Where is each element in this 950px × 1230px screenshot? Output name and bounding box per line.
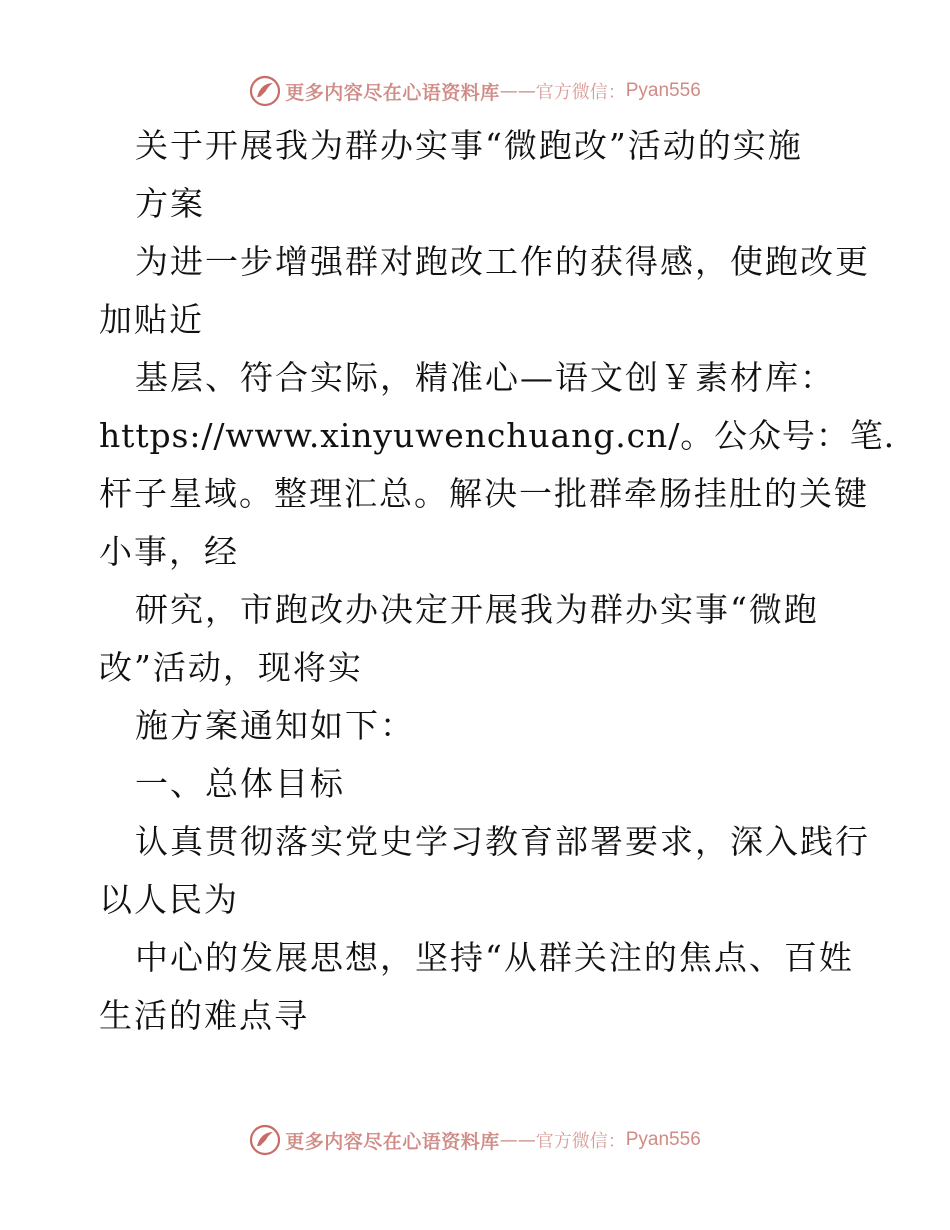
doc-paragraph-line: 改”活动，现将实 xyxy=(99,648,363,687)
doc-paragraph-line: 研究，市跑改办决定开展我为群办实事“微跑 xyxy=(135,590,819,629)
doc-paragraph-line: 生活的难点寻 xyxy=(99,996,309,1035)
header-watermark xyxy=(0,71,950,111)
doc-paragraph-line: 基层、符合实际，精准心—语文创￥素材库： xyxy=(135,358,835,397)
watermark-wechat-label: 官方微信： xyxy=(535,1131,626,1152)
doc-paragraph-line: 以人民为 xyxy=(99,880,239,919)
watermark-title: 更多内容尽在心语资料库 xyxy=(285,1130,500,1153)
section-heading: 一、总体目标 xyxy=(135,764,345,803)
watermark-wechat-id: Pyan556 xyxy=(625,1129,701,1150)
watermark-dash: —— xyxy=(499,80,536,102)
doc-title-line-1: 关于开展我为群办实事“微跑改”活动的实施 xyxy=(135,126,803,165)
doc-paragraph-line: 中心的发展思想，坚持“从群关注的焦点、百姓 xyxy=(135,938,854,977)
watermark-dash: —— xyxy=(499,1129,536,1151)
watermark-wechat-id: Pyan556 xyxy=(625,80,701,101)
doc-paragraph-line: 加贴近 xyxy=(99,300,204,339)
doc-paragraph-line: 认真贯彻落实党史学习教育部署要求，深入践行 xyxy=(135,822,870,861)
logo-icon xyxy=(249,75,281,107)
doc-paragraph-line: https://www.xinyuwenchuang.cn/。公众号：笔. xyxy=(99,416,896,455)
doc-paragraph-line: 施方案通知如下： xyxy=(135,706,415,745)
footer-watermark xyxy=(0,1120,950,1160)
watermark-wechat-label: 官方微信： xyxy=(535,82,626,103)
logo-icon xyxy=(249,1124,281,1156)
doc-paragraph-line: 小事，经 xyxy=(99,532,239,571)
doc-paragraph-line: 为进一步增强群对跑改工作的获得感，使跑改更 xyxy=(135,242,870,281)
watermark-title: 更多内容尽在心语资料库 xyxy=(285,81,500,104)
doc-title-line-2: 方案 xyxy=(135,184,205,223)
doc-paragraph-line: 杆子星域。整理汇总。解决一批群牵肠挂肚的关键 xyxy=(99,474,869,513)
